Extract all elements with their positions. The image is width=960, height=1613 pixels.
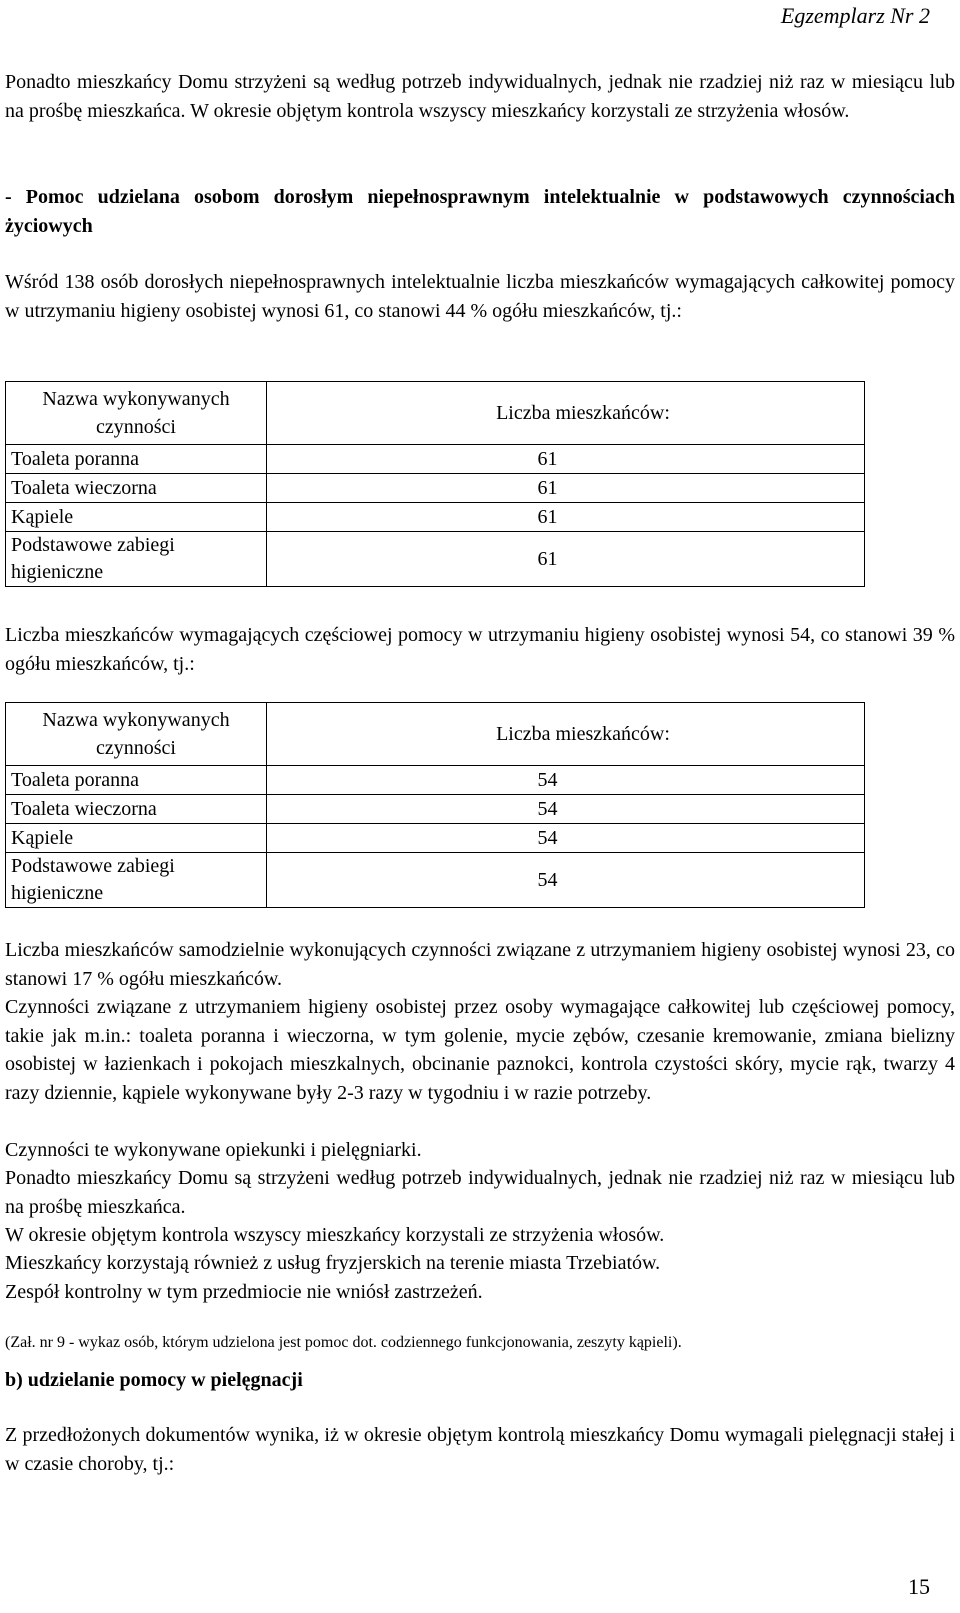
- paragraph-hairdresser-services: Mieszkańcy korzystają również z usług fryzjerskich na terenie miasta Trzebiatów.: [5, 1252, 661, 1274]
- column-header-activity: Nazwa wykonywanych czynności: [6, 382, 267, 445]
- count-cell: 54: [267, 795, 865, 824]
- paragraph-caregivers: Czynności te wykonywane opiekunki i pielęgniarki.: [5, 1139, 422, 1161]
- paragraph-haircut-repeat: Ponadto mieszkańcy Domu są strzyżeni według potrzeb indywidualnych, jednak nie rzadziej niż raz w miesiącu lub na prośbę mieszkańca.: [5, 1167, 955, 1218]
- table-header-row: [6, 382, 865, 445]
- paragraph-haircut-intro: Ponadto mieszkańcy Domu strzyżeni są według potrzeb indywidualnych, jednak nie rzadziej niż raz w miesiącu lub na prośbę mieszkańca. W okresie objętym kontrola wszyscy mieszkańcy korzystali ze strzyżenia włosów.: [5, 71, 955, 122]
- paragraph-full-help: Wśród 138 osób dorosłych niepełnosprawnych intelektualnie liczba mieszkańców wymagających całkowitej pomocy w utrzymaniu higieny osobistej wynosi 61, co stanowi 44 % ogółu mieszkańców, tj.:: [5, 271, 955, 322]
- count-cell: 54: [267, 766, 865, 795]
- table-row: [6, 445, 865, 474]
- activity-cell: Toaleta poranna: [6, 445, 267, 474]
- paragraph-no-objections: Zespół kontrolny w tym przedmiocie nie wniósł zastrzeżeń.: [5, 1281, 483, 1303]
- table-row: [6, 766, 865, 795]
- column-header-activity: Nazwa wykonywanych czynności: [6, 703, 267, 766]
- count-cell: 61: [267, 532, 865, 587]
- paragraph-self-reliant: Liczba mieszkańców samodzielnie wykonujących czynności związane z utrzymaniem higieny osobistej wynosi 23, co stanowi 17 % ogółu mieszkańców.: [5, 939, 955, 990]
- table-row: [6, 853, 865, 908]
- activity-cell: Podstawowe zabiegi higieniczne: [6, 532, 267, 587]
- table-row: [6, 503, 865, 532]
- document-copy-label: Egzemplarz Nr 2: [780, 3, 930, 28]
- table-row: [6, 795, 865, 824]
- section-heading: - Pomoc udzielana osobom dorosłym niepełnosprawnym intelektualnie w podstawowych czynnościach życiowych: [5, 186, 955, 237]
- subsection-heading: b) udzielanie pomocy w pielęgnacji: [5, 1369, 303, 1391]
- activity-cell: Kąpiele: [6, 503, 267, 532]
- column-header-count: Liczba mieszkańców:: [267, 382, 865, 445]
- count-cell: 54: [267, 824, 865, 853]
- table-partial-help: [5, 702, 865, 908]
- paragraph-partial-help: Liczba mieszkańców wymagających częściowej pomocy w utrzymaniu higieny osobistej wynosi 54, co stanowi 39 % ogółu mieszkańców, tj.:: [5, 624, 955, 675]
- paragraph-nursing-care: Z przedłożonych dokumentów wynika, iż w okresie objętym kontrolą mieszkańcy Domu wymagali pielęgnacji stałej i w czasie choroby, tj.:: [5, 1424, 955, 1475]
- count-cell: 54: [267, 853, 865, 908]
- count-cell: 61: [267, 503, 865, 532]
- paragraph-haircut-usage: W okresie objętym kontrola wszyscy mieszkańcy korzystali ze strzyżenia włosów.: [5, 1224, 665, 1246]
- count-cell: 61: [267, 474, 865, 503]
- table-row: [6, 824, 865, 853]
- activity-cell: Toaleta wieczorna: [6, 474, 267, 503]
- activity-cell: Kąpiele: [6, 824, 267, 853]
- attachment-note: (Zał. nr 9 - wykaz osób, którym udzielona jest pomoc dot. codziennego funkcjonowania, zeszyty kąpieli).: [5, 1334, 682, 1351]
- paragraph-hygiene-activities: Czynności związane z utrzymaniem higieny osobistej przez osoby wymagające całkowitej lub częściowej pomocy, takie jak m.in.: toaleta poranna i wieczorna, w tym golenie, mycie zębów, czesanie kremowanie, zmiana bielizny osobistej w łazienkach i pokojach mieszkalnych, obcinanie paznokci, kontrola czystości skóry, mycie rąk, twarzy 4 razy dziennie, kąpiele wykonywane były 2-3 razy w tygodniu i w razie potrzeby.: [5, 996, 955, 1104]
- activity-cell: Toaleta wieczorna: [6, 795, 267, 824]
- table-row: [6, 532, 865, 587]
- activity-cell: Podstawowe zabiegi higieniczne: [6, 853, 267, 908]
- count-cell: 61: [267, 445, 865, 474]
- table-header-row: [6, 703, 865, 766]
- table-full-help: [5, 381, 865, 587]
- column-header-count: Liczba mieszkańców:: [267, 703, 865, 766]
- page-number: 15: [908, 1574, 930, 1599]
- activity-cell: Toaleta poranna: [6, 766, 267, 795]
- table-row: [6, 474, 865, 503]
